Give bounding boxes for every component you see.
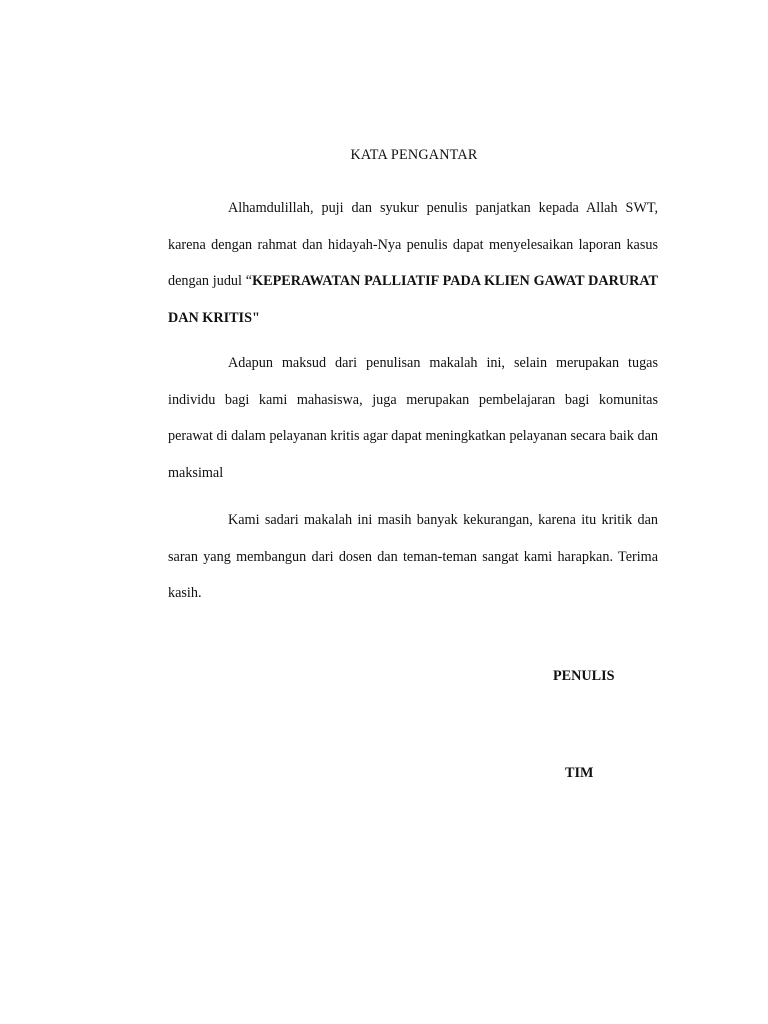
paragraph-closing: Kami sadari makalah ini masih banyak kekurangan, karena itu kritik dan saran yang membangun dari dosen dan teman-teman sangat kami harapkan. Terima kasih. — [168, 512, 658, 601]
paragraph-purpose: Adapun maksud dari penulisan makalah ini, selain merupakan tugas individu bagi kami mahasiswa, juga merupakan pembelajaran bagi komunitas perawat di dalam pelayanan kritis agar dapat meningkatkan pelayanan secara baik dan maksimal — [168, 355, 658, 481]
paragraph-intro — [168, 190, 658, 336]
signature-name: TIM — [565, 765, 594, 781]
signature-label: PENULIS — [553, 668, 615, 684]
report-title: KEPERAWATAN PALLIATIF PADA KLIEN GAWAT DARURAT DAN KRITIS — [168, 273, 658, 326]
page-title: KATA PENGANTAR — [350, 147, 478, 163]
paragraph-intro-text: Alhamdulillah, puji dan syukur penulis panjatkan kepada Allah SWT, karena dengan rahmat dan hidayah-Nya penulis dapat menyelesaikan laporan kasus dengan judul “ — [168, 200, 658, 289]
report-title-close-quote: " — [251, 309, 260, 326]
